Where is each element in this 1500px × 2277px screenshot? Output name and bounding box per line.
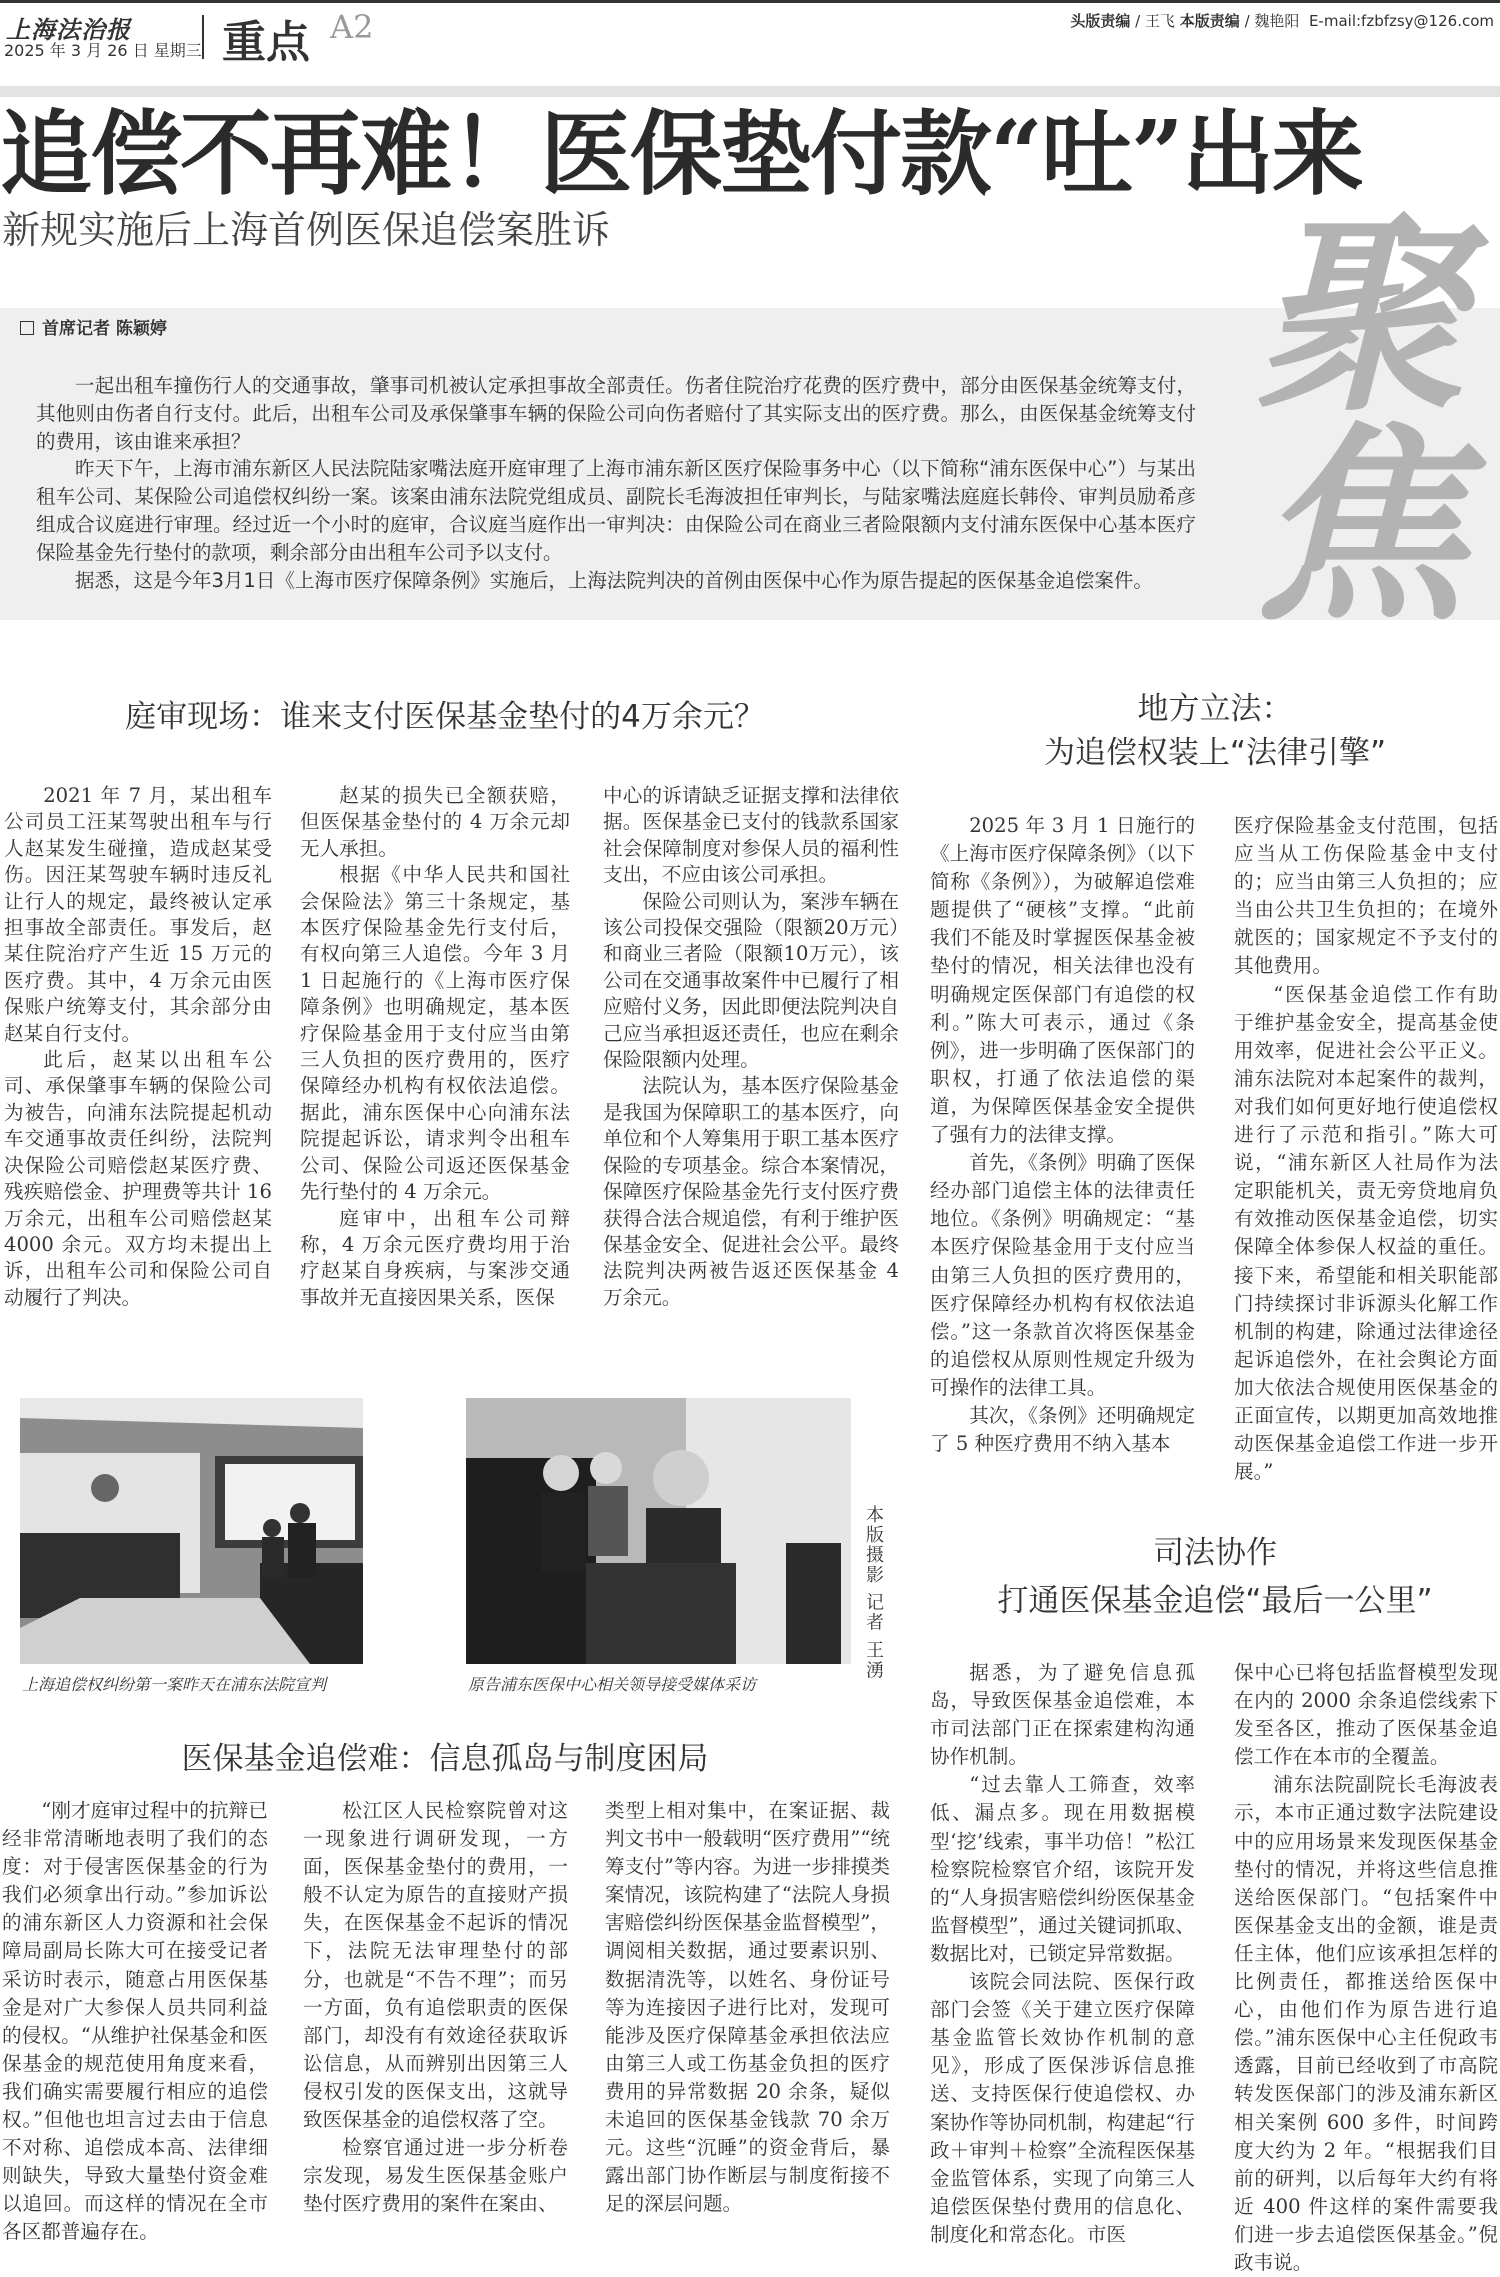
editor-email: E-mail:fzbfzsy@126.com xyxy=(1308,12,1494,30)
intro-paragraph: 据悉，这是今年3月1日《上海市医疗保障条例》实施后，上海法院判决的首例由医保中心作为原告提起的医保基金追偿案件。 xyxy=(75,568,1153,592)
section-heading-trial: 庭审现场：谁来支付医保基金垫付的4万余元？ xyxy=(125,699,765,735)
photo2-caption: 原告浦东医保中心相关领导接受媒体采访 xyxy=(468,1675,757,1694)
article-column xyxy=(603,783,899,1311)
top-rule xyxy=(0,0,1500,3)
article-column xyxy=(303,1797,568,2218)
byline xyxy=(20,314,167,339)
article-paragraph: 首先，《条例》明确了医保经办部门追偿主体的法律责任地位。《条例》明确规定：“基本医疗保险基金用于支付应当由第三人负担的医疗费用的，医疗保障经办机构有权依法追偿。”这一条款首次将医保基金的追偿权从原则性规定升级为可操作的法律工具。 xyxy=(930,1151,1195,1399)
front-editor-label: 头版责编 xyxy=(1070,12,1131,30)
column-tag: 聚焦 xyxy=(1220,205,1467,625)
article-paragraph: 2025 年 3 月 1 日施行的《上海市医疗保障条例》（以下简称《条例》），为破解追偿难题提供了“硬核”支撑。“此前我们不能及时掌握医保基金被垫付的情况，相关法律也没有明确规定医保部门有追偿的权利。”陈大可表示，通过《条例》，进一步明确了医保部门的职权，打通了依法追偿的渠道，为保障医保基金安全提供了强有力的法律支撑。 xyxy=(930,814,1195,1147)
page-editor-name: / 魏艳阳 xyxy=(1244,12,1300,30)
editors-line xyxy=(1070,10,1494,31)
column-tag-calligraphy xyxy=(1220,205,1500,625)
article-column xyxy=(930,812,1195,1458)
article-paragraph: “过去靠人工筛查，效率低、漏点多。现在用数据模型‘挖’线索，事半功倍！”松江检察院检察官介绍，该院开发的“人身损害赔偿纠纷医保基金监督模型”，通过关键词抓取、数据比对，已锁定异常数据。 xyxy=(930,1773,1195,1965)
photo1-caption: 上海追偿权纠纷第一案昨天在浦东法院宣判 xyxy=(22,1675,327,1694)
article-paragraph: 法院认为，基本医疗保险基金是我国为保障职工的基本医疗，向单位和个人筹集用于职工基本医疗保险的专项基金。综合本案情况，保障医疗保险基金先行支付医疗费获得合法合规追偿，有利于维护医保基金安全、促进社会公平。最终法院判决两被告返还医保基金 4 万余元。 xyxy=(603,1074,899,1309)
media-interview-photo xyxy=(466,1398,851,1664)
intro-text xyxy=(36,372,1196,594)
article-column xyxy=(300,783,570,1311)
masthead-divider xyxy=(202,15,204,59)
section-heading-cooperation-line2: 打通医保基金追偿“最后一公里” xyxy=(997,1583,1433,1619)
front-editor-name: / 王飞 xyxy=(1135,12,1175,30)
article-column xyxy=(1234,812,1498,1486)
page-editor-label: 本版责编 xyxy=(1179,12,1240,30)
photo-credit: 本版摄影 记者 王湧 xyxy=(863,1505,884,1681)
section-heading-cooperation-line1: 司法协作 xyxy=(1153,1535,1277,1571)
article-paragraph: 中心的诉请缺乏证据支撑和法律依据。医保基金已支付的钱款系国家社会保障制度对参保人员的福利性支出，不应由该公司承担。 xyxy=(603,784,899,887)
article-paragraph: 庭审中，出租车公司辩称，4 万余元医疗费均用于治疗赵某自身疾病，与案涉交通事故并无直接因果关系，医保 xyxy=(300,1206,570,1309)
subtitle: 新规实施后上海首例医保追偿案胜诉 xyxy=(2,208,611,252)
section-heading-legislation-line1: 地方立法： xyxy=(1137,691,1293,727)
article-paragraph: 医疗保险基金支付范围，包括应当从工伤保险基金中支付的；应当由第三人负担的；应当由公共卫生负担的；在境外就医的；国家规定不予支付的其他费用。 xyxy=(1234,814,1498,978)
headline: 追偿不再难！医保垫付款“吐”出来 xyxy=(0,100,1362,208)
courtroom-photo-image xyxy=(20,1398,363,1664)
article-paragraph: “刚才庭审过程中的抗辩已经非常清晰地表明了我们的态度：对于侵害医保基金的行为我们必须拿出行动。”参加诉讼的浦东新区人力资源和社会保障局副局长陈大可在接受记者采访时表示，随意占用医保基金是对广大参保人员共同利益的侵权。“从维护社保基金和医保基金的规范使用角度来看，我们确实需要履行相应的追偿权。”但他也坦言过去由于信息不对称、追偿成本高、法律细则缺失，导致大量垫付资金难以追回。而这样的情况在全市各区都普遍存在。 xyxy=(2,1799,268,2244)
byline-square-icon xyxy=(20,321,34,335)
article-paragraph: 赵某的损失已全额获赔，但医保基金垫付的 4 万余元却无人承担。 xyxy=(300,784,570,860)
header-band xyxy=(0,86,1500,97)
article-column xyxy=(1234,1659,1498,2277)
intro-paragraph: 昨天下午，上海市浦东新区人民法院陆家嘴法庭开庭审理了上海市浦东新区医疗保险事务中心（以下简称“浦东医保中心”）与某出租车公司、某保险公司追偿权纠纷一案。该案由浦东法院党组成员、副院长毛海波担任审判长，与陆家嘴法庭庭长韩伶、审判员励希彦组成合议庭进行审理。经过近一个小时的庭审，合议庭当庭作出一审判决：由保险公司在商业三者险限额内支付浦东医保中心基本医疗保险基金先行垫付的款项，剩余部分由出租车公司予以支付。 xyxy=(36,457,1196,564)
section-heading-difficulty: 医保基金追偿难：信息孤岛与制度困局 xyxy=(181,1741,709,1777)
article-paragraph: “医保基金追偿工作有助于维护基金安全，提高基金使用效率，促进社会公平正义。浦东法院对本起案件的裁判，对我们如何更好地行使追偿权进行了示范和指引。”陈大可说，“浦东新区人社局作为法定职能机关，责无旁贷地肩负有效推动医保基金追偿，切实保障全体参保人权益的重任。接下来，希望能和相关职能部门持续探讨非诉源头化解工作机制的构建，除通过法律途径起诉追偿外，在社会舆论方面加大依法合规使用医保基金的正面宣传，以期更加高效地推动医保基金追偿工作进一步开展。” xyxy=(1234,982,1498,1484)
section-heading-legislation-line2: 为追偿权装上“法律引擎” xyxy=(1043,735,1387,771)
article-paragraph: 根据《中华人民共和国社会保险法》第三十条规定，基本医疗保险基金先行支付后，有权向第三人追偿。今年 3 月 1 日起施行的《上海市医疗保障条例》也明确规定，基本医疗保险基金用于支付应当由第三人负担的医疗费用的，医疗保障经办机构有权依法追偿。据此，浦东医保中心向浦东法院提起诉讼，请求判令出租车公司、保险公司返还医保基金先行垫付的 4 万余元。 xyxy=(300,863,570,1204)
section-name: 重点 xyxy=(222,17,310,68)
article-column xyxy=(2,1797,268,2247)
article-paragraph: 松江区人民检察院曾对这一现象进行调研发现，一方面，医保基金垫付的费用，一般不认定为原告的直接财产损失，在医保基金不起诉的情况下，法院无法审理垫付的部分，也就是“不告不理”；而另一方面，负有追偿职责的医保部门，却没有有效途径获取诉讼信息，从而辨别出因第三人侵权引发的医保支出，这就导致医保基金的追偿权落了空。 xyxy=(303,1799,568,2132)
intro-paragraph: 一起出租车撞伤行人的交通事故，肇事司机被认定承担事故全部责任。伤者住院治疗花费的医疗费中，部分由医保基金统筹支付，其他则由伤者自行支付。此后，出租车公司及承保肇事车辆的保险公司向伤者赔付了其实际支出的医疗费。那么，由医保基金统筹支付的费用，该由谁来承担？ xyxy=(36,374,1196,453)
byline-text: 首席记者 陈颖婷 xyxy=(42,319,167,339)
media-interview-photo-image xyxy=(466,1398,851,1664)
article-paragraph: 保中心已将包括监督模型发现在内的 2000 余条追偿线索下发至各区，推动了医保基金追偿工作在本市的全覆盖。 xyxy=(1234,1661,1498,1769)
article-paragraph: 浦东法院副院长毛海波表示，本市正通过数字法院建设中的应用场景来发现医保基金垫付的情况，并将这些信息推送给医保部门。“包括案件中医保基金支出的金额，谁是责任主体，他们应该承担怎样的比例责任，都推送给医保中心，由他们作为原告进行追偿。”浦东医保中心主任倪政韦透露，目前已经收到了市高院转发医保部门的涉及浦东新区相关案例 600 多件，时间跨度大约为 2 年。“根据我们目前的研判，以后每年大约有将近 400 件这样的案件需要我们进一步去追偿医保基金。”倪政韦说。 xyxy=(1234,1773,1498,2274)
article-column xyxy=(4,783,272,1311)
article-paragraph: 类型上相对集中，在案证据、裁判文书中一般载明“医疗费用”“统筹支付”等内容。为进一步排摸类案情况，该院构建了“法院人身损害赔偿纠纷医保基金监督模型”，调阅相关数据，通过要素识别、数据清洗等，以姓名、身份证号等为连接因子进行比对，发现可能涉及医疗保障基金承担依法应由第三人或工伤基金负担的医疗费用的异常数据 20 余条，疑似未追回的医保基金钱款 70 余万元。这些“沉睡”的资金背后，暴露出部门协作断层与制度衔接不足的深层问题。 xyxy=(605,1799,890,2216)
page-number: A2 xyxy=(330,8,374,46)
article-column xyxy=(605,1797,890,2218)
article-paragraph: 检察官通过进一步分析卷宗发现，易发生医保基金账户垫付医疗费用的案件在案由、 xyxy=(303,2136,568,2216)
issue-date: 2025 年 3 月 26 日 星期三 xyxy=(4,41,202,60)
article-paragraph: 保险公司则认为，案涉车辆在该公司投保交强险（限额20万元）和商业三者险（限额10万元），该公司在交通事故案件中已履行了相应赔付义务，因此即便法院判决自己应当承担返还责任，也应在剩余保险限额内处理。 xyxy=(603,889,899,1072)
article-paragraph: 此后，赵某以出租车公司、承保肇事车辆的保险公司为被告，向浦东法院提起机动车交通事故责任纠纷，法院判决保险公司赔偿赵某医疗费、残疾赔偿金、护理费等共计 16 万余元，出租车公司赔偿赵某 4000 余元。双方均未提出上诉，出租车公司和保险公司自动履行了判决。 xyxy=(4,1048,272,1309)
courtroom-photo xyxy=(20,1398,363,1664)
article-paragraph: 该院会同法院、医保行政部门会签《关于建立医疗保障基金监管长效协作机制的意见》，形成了医保涉诉信息推送、支持医保行使追偿权、办案协作等协同机制，构建起“行政＋审判＋检察”全流程医保基金监管体系，实现了向第三人追偿医保垫付费用的信息化、制度化和常态化。市医 xyxy=(930,1970,1195,2246)
newspaper-logo: 上海法治报 xyxy=(6,15,131,44)
article-paragraph: 其次，《条例》还明确规定了 5 种医疗费用不纳入基本 xyxy=(930,1403,1195,1456)
article-column xyxy=(930,1659,1195,2249)
article-paragraph: 据悉，为了避免信息孤岛，导致医保基金追偿难，本市司法部门正在探索建构沟通协作机制。 xyxy=(930,1661,1195,1769)
article-paragraph: 2021 年 7 月，某出租车公司员工汪某驾驶出租车与行人赵某发生碰撞，造成赵某受伤。因汪某驾驶车辆时违反礼让行人的规定，最终被认定承担事故全部责任。事发后，赵某住院治疗产生近 15 万元的医疗费。其中，4 万余元由医保账户统筹支付，其余部分由赵某自行支付。 xyxy=(4,784,272,1045)
